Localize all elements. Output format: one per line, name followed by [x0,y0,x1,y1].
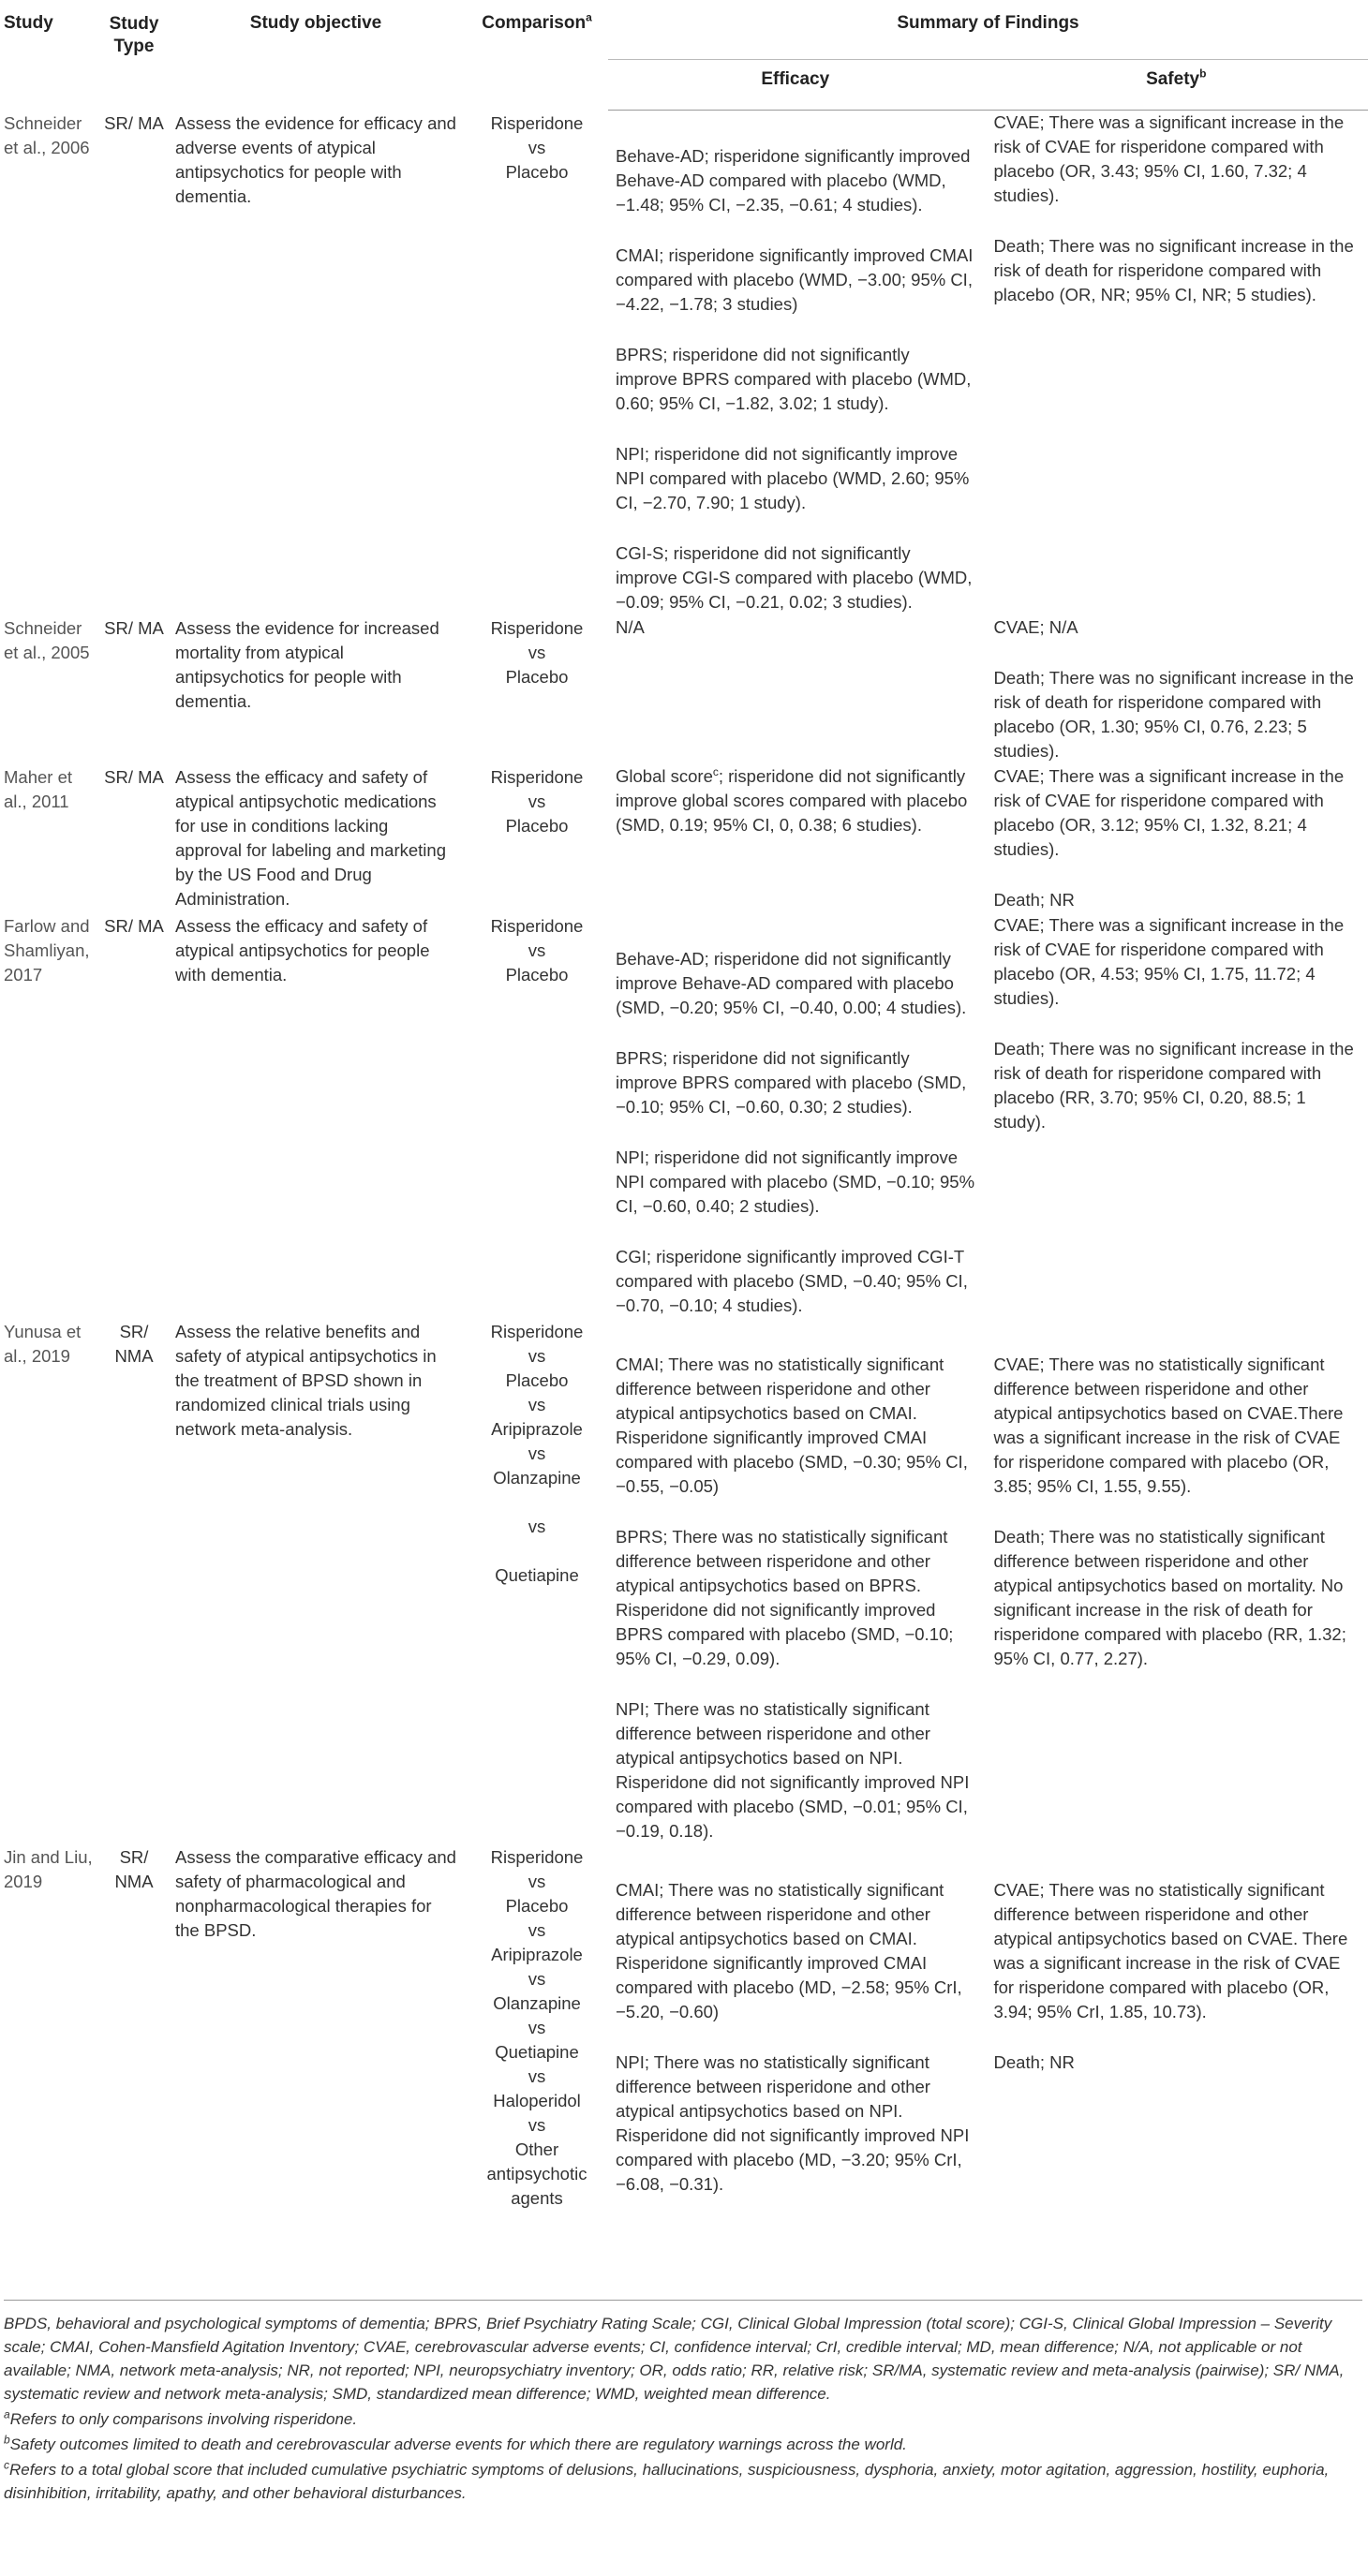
comparison-item: Risperidone [490,1322,584,1341]
safety-cell [989,764,1368,913]
objective-cell: Assess the relative benefits and safety of atypical antipsychotics in the treatment of BPSD shown in randomized clinical trials using network meta-analysis. [175,1322,437,1439]
efficacy-finding: NPI; risperidone did not significantly improve NPI compared with placebo (WMD, 2.60; 95% CI, −2.70, 7.90; 1 study). [616,444,970,512]
footnote-marker-a: a [586,10,592,24]
safety-finding: Death; There was no significant increase in the risk of death for risperidone compared with placebo (OR, 1.30; 95% CI, 0.76, 2.23; 5 studies). [993,668,1354,761]
comparison-item: Placebo [505,161,569,182]
comparison-item: Aripiprazole [491,1945,583,1964]
comparison-item: Aripiprazole [491,1419,583,1439]
comparison-cell [466,1319,608,1844]
safety-finding: Death; There was no significant increase in the risk of death for risperidone compared with placebo (RR, 3.70; 95% CI, 0.20, 88.5; 1 study). [993,1039,1354,1132]
comparison-cell [466,111,608,616]
safety-finding: CVAE; N/A [993,617,1078,637]
safety-finding: Death; NR [993,2052,1075,2072]
safety-finding: CVAE; There was a significant increase in the risk of CVAE for risperidone compared with placebo (OR, 4.53; 95% CI, 1.75, 11.72; 4 studies). [993,915,1345,1008]
study-type-cell: SR/ NMA [114,1847,154,1891]
footnotes [4,2300,1362,2507]
table-row [0,1319,1368,1844]
footnote-b: $^b$Safety outcomes limited to death and cerebrovascular adverse events for which there are regulatory warnings across the world. [4,2433,907,2453]
comparison-item: vs [528,137,546,157]
comparison-item: vs [528,1872,546,1891]
comparison-item: Risperidone [490,916,584,936]
comparison-item: Placebo [505,667,569,687]
comparison-item: Placebo [505,816,569,836]
efficacy-cell [608,764,989,913]
efficacy-finding: CGI-S; risperidone did not significantly improve CGI-S compared with placebo (WMD, −0.09; 95% CI, −0.21, 0.02; 3 studies). [616,543,973,612]
comparison-item: vs [528,1443,546,1463]
efficacy-term: Global score [616,766,713,786]
comparison-item: vs [528,2066,546,2086]
header-objective: Study objective [249,13,382,33]
comparison-item: Quetiapine [495,1565,579,1585]
table-row [0,615,1368,764]
comparison-item: vs [528,1395,546,1414]
comparison-item: vs [528,2018,546,2037]
comparison-item: Haloperidol [493,2091,581,2110]
study-type-cell: SR/ MA [104,916,164,936]
safety-cell [989,1319,1368,1844]
efficacy-finding: CMAI; There was no statistically significant difference between risperidone and other atypical antipsychotics based on CMAI. Risperidone significantly improved CMAI compared with placebo (SMD, −0.30; 95% CI, −0.55, −0.05) [616,1355,968,1496]
comparison-cell [466,1844,608,2212]
safety-cell [989,913,1368,1319]
efficacy-finding: CGI; risperidone significantly improved CGI-T compared with placebo (SMD, −0.40; 95% CI, −0.70, −0.10; 4 studies). [616,1247,968,1315]
efficacy-finding: Behave-AD; risperidone did not significantly improve Behave-AD compared with placebo (SMD, −0.20; 95% CI, −0.40, 0.00; 4 studies). [616,949,967,1017]
safety-finding: Death; NR [993,890,1075,910]
efficacy-finding: BPRS; risperidone did not significantly improve BPRS compared with placebo (SMD, −0.10; 95% CI, −0.60, 0.30; 2 studies). [616,1048,967,1117]
comparison-item: Risperidone [490,767,584,787]
comparison-item: Risperidone [490,1847,584,1867]
table-body [0,111,1368,2213]
comparison-item: Placebo [505,1370,569,1390]
comparison-item: Placebo [505,1896,569,1916]
comparison-item: agents [511,2188,563,2208]
comparison-item: Quetiapine [495,2042,579,2062]
table-row [0,913,1368,1319]
efficacy-cell [608,913,989,1319]
comparison-item: Olanzapine [493,1993,581,2013]
efficacy-text: ; risperidone did not significantly improve global scores compared with placebo (SMD, 0.19; 95% CI, 0, 0.38; 6 studies). [616,766,968,835]
comparison-item: Other [514,2139,559,2159]
comparison-item: vs [528,1969,546,1989]
safety-finding: CVAE; There was a significant increase in the risk of CVAE for risperidone compared with placebo (OR, 3.43; 95% CI, 1.60, 7.32; 4 studies). [993,112,1345,205]
safety-finding: CVAE; There was a significant increase in the risk of CVAE for risperidone compared with placebo (OR, 3.12; 95% CI, 1.32, 8.21; 4 studies). [993,766,1345,859]
safety-finding: CVAE; There was no statistically significant difference between risperidone and other atypical antipsychotics based on CVAE.There was a significant increase in the risk of CVAE for risperidone compared with placebo (OR, 3.85; 95% CI, 1.55, 9.55). [993,1355,1344,1496]
comparison-item: Risperidone [490,618,584,638]
efficacy-finding: NPI; There was no statistically significant difference between risperidone and other atypical antipsychotics based on NPI. Risperidone did not significantly improved NPI compared with placebo (SMD, −0.01; 95% CI, −0.19, 0.18). [616,1699,970,1841]
comparison-item: vs [528,1517,546,1536]
comparison-item: Risperidone [490,112,584,133]
efficacy-finding: CMAI; There was no statistically significant difference between risperidone and other atypical antipsychotics based on CMAI. Risperidone significantly improved CMAI compared with placebo (MD, −2.58; 95% CrI, −5.20, −0.60) [616,1880,962,2021]
footnote-marker-b: b [1199,67,1207,81]
header-comparison [466,0,608,111]
study-type-cell: SR/ MA [104,618,164,638]
comparison-item: Placebo [505,965,569,985]
study-cell: Jin and Liu, 2019 [4,1847,93,1891]
study-type-cell: SR/ MA [104,112,164,133]
header-comparison-label: Comparison [482,13,587,33]
comparison-item: vs [528,940,546,960]
comparison-item: vs [528,792,546,811]
header-study-type: Study Type [109,14,159,56]
efficacy-finding: BPRS; There was no statistically significant difference between risperidone and other atypical antipsychotics based on BPRS. Risperidone did not significantly improved BPRS compared with placebo (SMD, −0.10; 95% CI, −0.29, 0.09). [616,1527,954,1668]
study-cell: Maher et al., 2011 [4,767,73,811]
comparison-item: vs [528,1920,546,1940]
comparison-item: vs [528,2115,546,2135]
comparison-item [467,1539,607,1563]
comparison-item: vs [528,643,546,662]
study-cell: Schneider et al., 2006 [4,112,90,157]
efficacy-cell [608,1844,989,2212]
study-cell: Yunusa et al., 2019 [4,1322,82,1366]
footnote-marker-c: c [712,764,719,778]
header-safety-label: Safety [1146,69,1200,89]
comparison-cell [466,764,608,913]
efficacy-finding: NPI; There was no statistically significant difference between risperidone and other atypical antipsychotics based on NPI. Risperidone did not significantly improved NPI compared with placebo (MD, −3.20; 95% CrI, −6.08, −0.31). [616,2052,970,2194]
efficacy-finding: BPRS; risperidone did not significantly improve BPRS compared with placebo (WMD, 0.60; 95% CI, −1.82, 3.02; 1 study). [616,345,972,413]
efficacy-finding: N/A [616,617,645,637]
header-efficacy: Efficacy [608,60,989,111]
table-row [0,111,1368,616]
header-safety [989,60,1368,111]
comparison-item: Olanzapine [493,1468,581,1488]
comparison-item [467,1490,607,1515]
safety-finding: CVAE; There was no statistically significant difference between risperidone and other atypical antipsychotics based on CVAE. There was a significant increase in the risk of CVAE for risperidone compared with placebo (OR, 3.94; 95% CrI, 1.85, 10.73). [993,1880,1348,2021]
efficacy-cell [608,111,989,616]
footnote-abbreviations: BPDS, behavioral and psychological symptoms of dementia; BPRS, Brief Psychiatry Rating Scale; CGI, Clinical Global Impression (total score); CGI-S, Clinical Global Impression – Severity scale; CMAI, Cohen-Mansfield Agitation Inventory; CVAE, cerebrovascular adverse events; CI, confidence interval; CrI, credible interval; MD, mean difference; N/A, not applicable or not available; NMA, network meta-analysis; NR, not reported; NPI, neuropsychiatry inventory; OR, odds ratio; RR, relative risk; SR/MA, systematic review and meta-analysis (pairwise); SR/ NMA, systematic review and network meta-analysis; SMD, standardized mean difference; WMD, weighted mean difference. [4,2315,1345,2403]
efficacy-cell [608,615,989,764]
comparison-item: antipsychotic [486,2164,587,2184]
objective-cell: Assess the efficacy and safety of atypical antipsychotics for people with dementia. [175,916,430,985]
efficacy-cell [608,1319,989,1844]
table-row [0,764,1368,913]
header-summary: Summary of Findings [897,13,1079,33]
objective-cell: Assess the evidence for increased mortality from atypical antipsychotics for people with dementia. [175,618,439,711]
comparison-cell [466,913,608,1319]
comparison-cell [466,615,608,764]
efficacy-finding [616,764,975,837]
safety-cell [989,111,1368,616]
efficacy-finding: CMAI; risperidone significantly improved CMAI compared with placebo (WMD, −3.00; 95% CI, −4.22, −1.78; 3 studies) [616,245,974,314]
footnote-a: $^a$Refers to only comparisons involving risperidone. [4,2407,358,2428]
safety-cell [989,615,1368,764]
safety-cell [989,1844,1368,2212]
study-cell: Farlow and Shamliyan, 2017 [4,916,90,985]
study-cell: Schneider et al., 2005 [4,618,90,662]
objective-cell: Assess the evidence for efficacy and adverse events of atypical antipsychotics for people with dementia. [175,112,456,206]
safety-finding: Death; There was no significant increase in the risk of death for risperidone compared with placebo (OR, NR; 95% CI, NR; 5 studies). [993,236,1354,304]
objective-cell: Assess the efficacy and safety of atypical antipsychotic medications for use in conditions lacking approval for labeling and marketing by the US Food and Drug Administration. [175,767,446,909]
header-study: Study [4,13,53,33]
efficacy-finding: Behave-AD; risperidone significantly improved Behave-AD compared with placebo (WMD, −1.48; 95% CI, −2.35, −0.61; 4 studies). [616,146,971,215]
table-row [0,1844,1368,2212]
safety-finding: Death; There was no statistically significant difference between risperidone and other atypical antipsychotics based on mortality. No significant increase in the risk of death for risperidone compared with placebo (RR, 1.32; 95% CI, 0.77, 2.27). [993,1527,1346,1668]
study-type-cell: SR/ NMA [114,1322,154,1366]
study-type-cell: SR/ MA [104,767,164,787]
footnote-c: $^c$Refers to a total global score that included cumulative psychiatric symptoms of delusions, hallucinations, suspiciousness, dysphoria, anxiety, motor agitation, aggression, hostility, euphoria, disinhibition, irritability, apathy, and other behavioral disturbances. [4,2458,1330,2502]
efficacy-finding: NPI; risperidone did not significantly improve NPI compared with placebo (SMD, −0.10; 95% CI, −0.60, 0.40; 2 studies). [616,1147,975,1216]
comparison-item: vs [528,1346,546,1366]
objective-cell: Assess the comparative efficacy and safety of pharmacological and nonpharmacological therapies for the BPSD. [175,1847,456,1940]
